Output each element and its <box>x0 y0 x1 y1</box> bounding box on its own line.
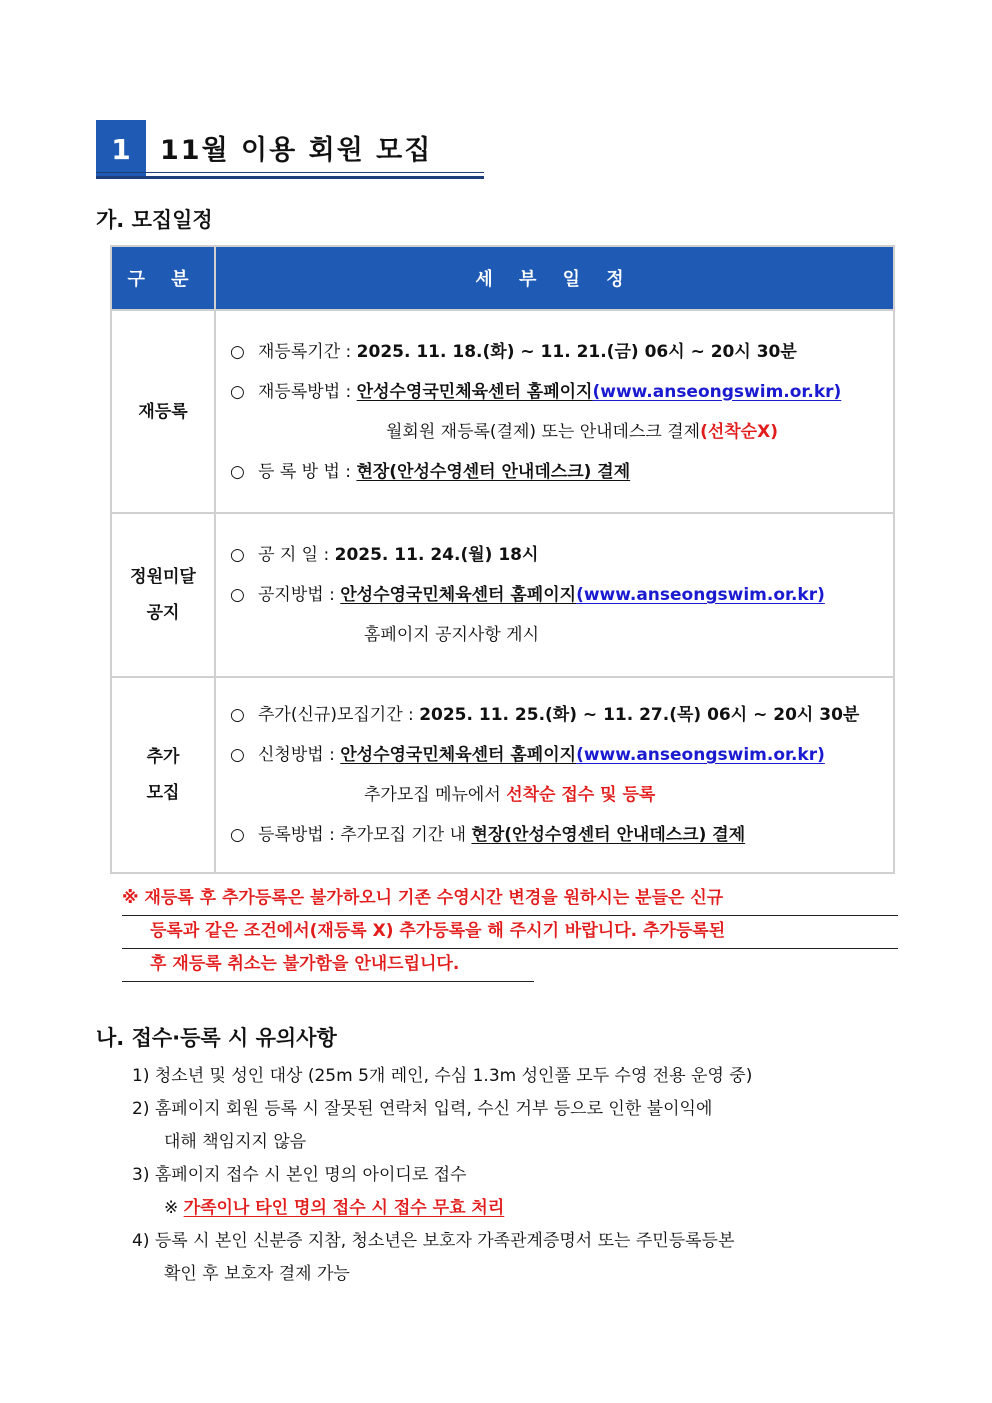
list-item <box>132 1060 902 1093</box>
circle-bullet-icon: ○ <box>230 585 245 605</box>
list-item <box>132 1225 902 1258</box>
circle-bullet-icon: ○ <box>230 461 245 482</box>
category-line: 모집 <box>146 783 180 803</box>
category-cell <box>111 677 215 873</box>
list-item-continuation: 확인 후 보호자 결제 가능 <box>164 1264 350 1284</box>
red-notice <box>122 883 898 982</box>
line-red-text: (선착순X) <box>700 421 778 442</box>
item-number: 4) <box>132 1231 150 1251</box>
schedule-table <box>110 245 895 874</box>
item-number: 1) <box>132 1066 150 1086</box>
detail-line <box>230 372 893 412</box>
category-line: 공지 <box>146 603 180 623</box>
cautions-list <box>132 1060 902 1291</box>
subnote-red-text: 가족이나 타인 명의 접수 시 접수 무효 처리 <box>183 1198 505 1218</box>
homepage-link[interactable]: (www.anseongswim.or.kr) <box>592 381 842 402</box>
notice-line: 등록과 같은 조건에서(재등록 X) 추가등록을 해 주시기 바랍니다. 추가등록된 <box>122 916 898 949</box>
line-label: 재등록방법 : <box>258 381 357 402</box>
title-underline <box>96 176 484 179</box>
list-item-subnote <box>132 1192 902 1225</box>
table-row <box>111 677 894 873</box>
line-text: 추가모집 기간 내 <box>340 825 472 845</box>
circle-bullet-icon: ○ <box>230 705 245 725</box>
circle-bullet-icon: ○ <box>230 745 245 765</box>
item-text: 청소년 및 성인 대상 (25m 5개 레인, 수심 1.3m 성인풀 모두 수영 전용 운영 중) <box>154 1066 753 1086</box>
line-red-text: 선착순 접수 및 등록 <box>506 785 656 805</box>
item-number: 2) <box>132 1099 150 1119</box>
table-row <box>111 513 894 677</box>
item-text: 홈페이지 회원 등록 시 잘못된 연락처 입력, 수신 거부 등으로 인한 불이익에 <box>154 1099 713 1119</box>
line-text: 홈페이지 공지사항 게시 <box>364 625 540 645</box>
item-text: 홈페이지 접수 시 본인 명의 아이디로 접수 <box>154 1165 467 1185</box>
line-label: 등록방법 : <box>258 825 341 845</box>
category-line: 추가 <box>146 747 180 767</box>
circle-bullet-icon: ○ <box>230 381 245 402</box>
category-cell <box>111 513 215 677</box>
category-line: 정원미달 <box>130 567 196 587</box>
detail-cell <box>215 513 894 677</box>
circle-bullet-icon: ○ <box>230 825 245 845</box>
circle-bullet-icon: ○ <box>230 341 245 362</box>
detail-line <box>230 412 893 452</box>
line-label: 등 록 방 법 : <box>258 461 357 482</box>
line-label: 신청방법 : <box>258 745 341 765</box>
notice-line: ※ 재등록 후 추가등록은 불가하오니 기존 수영시간 변경을 원하시는 분들은 신규 <box>122 883 898 916</box>
line-value: 2025. 11. 24.(월) 18시 <box>334 545 539 565</box>
line-value: 2025. 11. 25.(화) ~ 11. 27.(목) 06시 ~ 20시 30분 <box>419 705 860 725</box>
title-underline-thin <box>96 172 484 173</box>
detail-line <box>230 815 893 855</box>
line-label: 추가(신규)모집기간 : <box>258 705 420 725</box>
table-header-detail: 세 부 일 정 <box>215 246 894 310</box>
line-value: 2025. 11. 18.(화) ~ 11. 21.(금) 06시 ~ 20시 30분 <box>356 341 797 362</box>
detail-line <box>230 615 893 655</box>
circle-bullet-icon: ○ <box>230 545 245 565</box>
line-value: 안성수영국민체육센터 홈페이지 <box>356 381 593 402</box>
detail-line <box>230 535 893 575</box>
line-text: 추가모집 메뉴에서 <box>364 785 507 805</box>
line-label: 공지방법 : <box>258 585 341 605</box>
list-item <box>132 1093 902 1126</box>
detail-line <box>230 575 893 615</box>
homepage-link[interactable]: (www.anseongswim.or.kr) <box>576 745 825 765</box>
section-heading-cautions: 나. 접수·등록 시 유의사항 <box>96 1026 337 1050</box>
item-text: 등록 시 본인 신분증 지참, 청소년은 보호자 가족관계증명서 또는 주민등록등본 <box>154 1231 735 1251</box>
homepage-link[interactable]: (www.anseongswim.or.kr) <box>576 585 825 605</box>
detail-line <box>230 332 893 372</box>
line-label: 재등록기간 : <box>258 341 357 362</box>
detail-cell <box>215 310 894 513</box>
detail-cell <box>215 677 894 873</box>
list-item-continuation: 대해 책임지지 않음 <box>164 1132 307 1152</box>
table-row <box>111 310 894 513</box>
detail-line <box>230 452 893 492</box>
category-cell: 재등록 <box>111 310 215 513</box>
line-text: 월회원 재등록(결제) 또는 안내데스크 결제 <box>386 421 701 442</box>
line-value: 안성수영국민체육센터 홈페이지 <box>340 745 577 765</box>
detail-line <box>230 735 893 775</box>
line-value: 현장(안성수영센터 안내데스크) 결제 <box>356 461 631 482</box>
table-header-category: 구 분 <box>111 246 215 310</box>
line-label: 공 지 일 : <box>258 545 335 565</box>
line-value: 현장(안성수영센터 안내데스크) 결제 <box>471 825 746 845</box>
page-title: 11월 이용 회원 모집 <box>160 135 433 166</box>
line-value: 안성수영국민체육센터 홈페이지 <box>340 585 577 605</box>
detail-line <box>230 695 893 735</box>
notice-line: 후 재등록 취소는 불가함을 안내드립니다. <box>122 949 534 982</box>
table-header-row <box>111 246 894 310</box>
list-item <box>132 1159 902 1192</box>
detail-line <box>230 775 893 815</box>
item-number: 3) <box>132 1165 150 1185</box>
section-heading-schedule: 가. 모집일정 <box>96 208 213 232</box>
title-number-badge: 1 <box>96 120 146 178</box>
reference-mark: ※ <box>164 1198 179 1218</box>
